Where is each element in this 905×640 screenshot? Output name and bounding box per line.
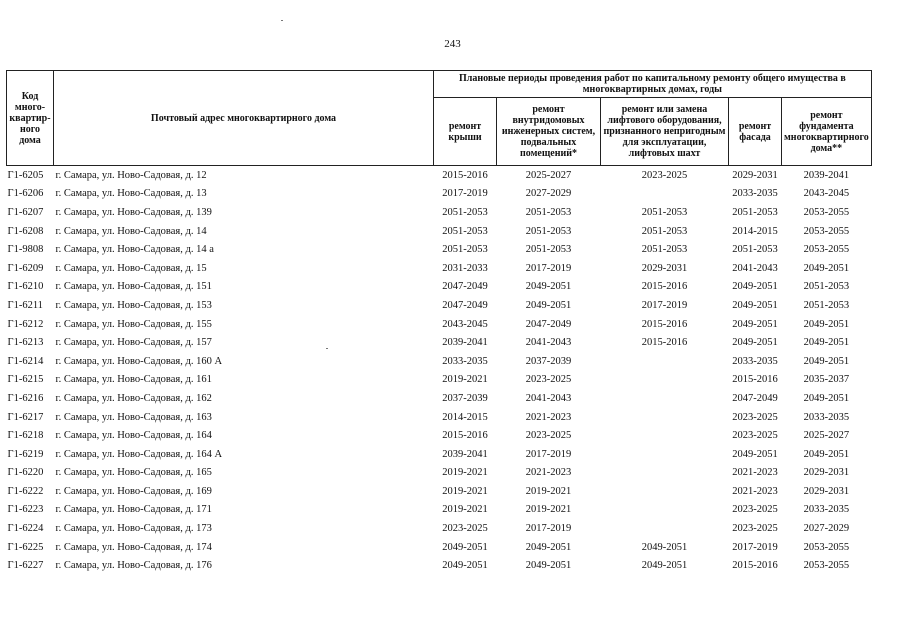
house-code-cell: Г1-6212 <box>7 318 44 330</box>
address-cell: г. Самара, ул. Ново-Садовая, д. 155 <box>55 318 212 330</box>
roof-period-cell: 2039-2041 <box>442 337 488 349</box>
roof-period-cell: 2037-2039 <box>442 392 488 404</box>
lift-period-cell: 2023-2025 <box>641 169 688 181</box>
lift-period-cell: 2049-2051 <box>641 541 688 553</box>
roof-period-cell: 2014-2015 <box>442 411 488 423</box>
facade-period-cell: 2049-2051 <box>732 337 778 349</box>
roof-period-cell: 2043-2045 <box>442 318 488 330</box>
roof-period-cell: 2051-2053 <box>442 206 488 218</box>
systems-period-cell: 2017-2019 <box>525 523 572 535</box>
facade-period-cell: 2017-2019 <box>732 541 778 553</box>
house-code-cell: Г1-6224 <box>7 523 44 535</box>
foundation-period-cell: 2051-2053 <box>803 281 850 293</box>
lift-period-cell <box>601 352 729 371</box>
foundation-period-cell: 2033-2035 <box>803 411 850 423</box>
house-code-cell: Г1-6207 <box>7 206 44 218</box>
facade-period-cell: 2047-2049 <box>732 392 778 404</box>
table-row <box>7 203 872 222</box>
header-code: Код много-квартир-ного дома <box>7 71 54 166</box>
house-code-cell: Г1-6218 <box>7 430 44 442</box>
facade-period-cell: 2023-2025 <box>732 430 778 442</box>
table-row <box>7 389 872 408</box>
page-number: 243 <box>444 38 461 50</box>
roof-period-cell: 2051-2053 <box>442 244 488 256</box>
address-cell: г. Самара, ул. Ново-Садовая, д. 14 а <box>55 244 214 256</box>
roof-period-cell: 2047-2049 <box>442 281 488 293</box>
house-code-cell: Г1-6220 <box>7 467 44 479</box>
table-row <box>7 259 872 278</box>
table-row <box>7 333 872 352</box>
facade-period-cell: 2041-2043 <box>732 262 778 274</box>
systems-period-cell: 2049-2051 <box>525 281 572 293</box>
table-row <box>7 352 872 371</box>
address-cell: г. Самара, ул. Ново-Садовая, д. 157 <box>55 337 212 349</box>
systems-period-cell: 2021-2023 <box>525 467 572 479</box>
house-code-cell: Г1-6215 <box>7 374 44 386</box>
table-row <box>7 185 872 204</box>
roof-period-cell: 2049-2051 <box>442 541 488 553</box>
house-code-cell: Г1-6208 <box>7 225 44 237</box>
lift-period-cell: 2029-2031 <box>641 262 688 274</box>
facade-period-cell: 2033-2035 <box>732 355 778 367</box>
foundation-period-cell: 2025-2027 <box>803 430 850 442</box>
header-facade-repair: ремонт фасада <box>729 98 782 166</box>
address-cell: г. Самара, ул. Ново-Садовая, д. 161 <box>55 374 212 386</box>
roof-period-cell: 2033-2035 <box>442 355 488 367</box>
house-code-cell: Г1-6211 <box>7 299 43 311</box>
foundation-period-cell: 2033-2035 <box>803 504 850 516</box>
foundation-period-cell: 2039-2041 <box>803 169 850 181</box>
facade-period-cell: 2029-2031 <box>732 169 778 181</box>
address-cell: г. Самара, ул. Ново-Садовая, д. 171 <box>55 504 212 516</box>
roof-period-cell: 2023-2025 <box>442 523 488 535</box>
facade-period-cell: 2023-2025 <box>732 411 778 423</box>
roof-period-cell: 2019-2021 <box>442 485 488 497</box>
table-row <box>7 240 872 259</box>
address-cell: г. Самара, ул. Ново-Садовая, д. 176 <box>55 560 212 572</box>
systems-period-cell: 2041-2043 <box>525 337 572 349</box>
roof-period-cell: 2019-2021 <box>442 374 488 386</box>
roof-period-cell: 2015-2016 <box>442 169 488 181</box>
roof-period-cell: 2031-2033 <box>442 262 488 274</box>
address-cell: г. Самара, ул. Ново-Садовая, д. 139 <box>55 206 212 218</box>
table-row <box>7 556 872 575</box>
header-planned-periods: Плановые периоды проведения работ по капитальному ремонту общего имущества в многоквартирных домах, годы <box>434 71 872 98</box>
address-cell: г. Самара, ул. Ново-Садовая, д. 173 <box>55 523 212 535</box>
table-row <box>7 482 872 501</box>
roof-period-cell: 2015-2016 <box>442 430 488 442</box>
systems-period-cell: 2019-2021 <box>525 504 572 516</box>
foundation-period-cell: 2049-2051 <box>803 262 850 274</box>
house-code-cell: Г1-9808 <box>7 244 44 256</box>
house-code-cell: Г1-6205 <box>7 169 44 181</box>
facade-period-cell: 2049-2051 <box>732 281 778 293</box>
address-cell: г. Самара, ул. Ново-Садовая, д. 151 <box>55 281 212 293</box>
address-cell: г. Самара, ул. Ново-Садовая, д. 13 <box>55 188 207 200</box>
house-code-cell: Г1-6219 <box>7 448 44 460</box>
lift-period-cell <box>601 371 729 390</box>
table-body <box>7 166 872 576</box>
lift-period-cell: 2017-2019 <box>641 299 688 311</box>
foundation-period-cell: 2035-2037 <box>803 374 850 386</box>
roof-period-cell: 2019-2021 <box>442 504 488 516</box>
systems-period-cell: 2023-2025 <box>525 374 572 386</box>
systems-period-cell: 2049-2051 <box>525 299 572 311</box>
foundation-period-cell: 2053-2055 <box>803 225 850 237</box>
table-row <box>7 371 872 390</box>
capital-repair-schedule-table <box>6 70 872 575</box>
table-row <box>7 538 872 557</box>
address-cell: г. Самара, ул. Ново-Садовая, д. 164 А <box>55 448 223 460</box>
foundation-period-cell: 2043-2045 <box>803 188 850 200</box>
house-code-cell: Г1-6210 <box>7 281 44 293</box>
facade-period-cell: 2051-2053 <box>732 206 778 218</box>
lift-period-cell: 2051-2053 <box>641 244 688 256</box>
lift-period-cell <box>601 426 729 445</box>
table-row <box>7 408 872 427</box>
address-cell: г. Самара, ул. Ново-Садовая, д. 163 <box>55 411 212 423</box>
systems-period-cell: 2051-2053 <box>525 225 572 237</box>
facade-period-cell: 2049-2051 <box>732 318 778 330</box>
foundation-period-cell: 2027-2029 <box>803 523 850 535</box>
foundation-period-cell: 2053-2055 <box>803 244 850 256</box>
table-row <box>7 315 872 334</box>
table-row <box>7 296 872 315</box>
table-row <box>7 166 872 185</box>
facade-period-cell: 2015-2016 <box>732 560 778 572</box>
table-row <box>7 445 872 464</box>
table-row <box>7 501 872 520</box>
header-lift-repair: ремонт или замена лифтового оборудования, признанного непригодным для эксплуатации, лифтовых шахт <box>601 98 729 166</box>
foundation-period-cell: 2049-2051 <box>803 337 850 349</box>
facade-period-cell: 2023-2025 <box>732 504 778 516</box>
header-roof-repair: ремонт крыши <box>434 98 497 166</box>
lift-period-cell <box>601 482 729 501</box>
roof-period-cell: 2051-2053 <box>442 225 488 237</box>
roof-period-cell: 2039-2041 <box>442 448 488 460</box>
systems-period-cell: 2027-2029 <box>525 188 572 200</box>
lift-period-cell <box>601 408 729 427</box>
house-code-cell: Г1-6223 <box>7 504 44 516</box>
table-row <box>7 426 872 445</box>
facade-period-cell: 2015-2016 <box>732 374 778 386</box>
house-code-cell: Г1-6214 <box>7 355 44 367</box>
systems-period-cell: 2049-2051 <box>525 560 572 572</box>
foundation-period-cell: 2053-2055 <box>803 541 850 553</box>
systems-period-cell: 2049-2051 <box>525 541 572 553</box>
systems-period-cell: 2051-2053 <box>525 244 572 256</box>
lift-period-cell <box>601 519 729 538</box>
facade-period-cell: 2023-2025 <box>732 523 778 535</box>
roof-period-cell: 2049-2051 <box>442 560 488 572</box>
table-row <box>7 222 872 241</box>
roof-period-cell: 2017-2019 <box>442 188 488 200</box>
address-cell: г. Самара, ул. Ново-Садовая, д. 169 <box>55 485 212 497</box>
systems-period-cell: 2051-2053 <box>525 206 572 218</box>
house-code-cell: Г1-6222 <box>7 485 44 497</box>
facade-period-cell: 2033-2035 <box>732 188 778 200</box>
foundation-period-cell: 2049-2051 <box>803 448 850 460</box>
table-header <box>7 71 872 166</box>
address-cell: г. Самара, ул. Ново-Садовая, д. 174 <box>55 541 212 553</box>
foundation-period-cell: 2051-2053 <box>803 299 850 311</box>
foundation-period-cell: 2049-2051 <box>803 318 850 330</box>
lift-period-cell: 2051-2053 <box>641 206 688 218</box>
lift-period-cell <box>601 501 729 520</box>
foundation-period-cell: 2053-2055 <box>803 206 850 218</box>
address-cell: г. Самара, ул. Ново-Садовая, д. 164 <box>55 430 212 442</box>
foundation-period-cell: 2049-2051 <box>803 392 850 404</box>
systems-period-cell: 2019-2021 <box>525 485 572 497</box>
house-code-cell: Г1-6216 <box>7 392 44 404</box>
foundation-period-cell: 2029-2031 <box>803 485 850 497</box>
address-cell: г. Самара, ул. Ново-Садовая, д. 12 <box>55 169 207 181</box>
address-cell: г. Самара, ул. Ново-Садовая, д. 14 <box>55 225 207 237</box>
address-cell: г. Самара, ул. Ново-Садовая, д. 162 <box>55 392 212 404</box>
roof-period-cell: 2019-2021 <box>442 467 488 479</box>
lift-period-cell: 2015-2016 <box>641 337 688 349</box>
house-code-cell: Г1-6213 <box>7 337 44 349</box>
roof-period-cell: 2047-2049 <box>442 299 488 311</box>
header-address: Почтовый адрес многоквартирного дома <box>54 71 434 166</box>
table-row <box>7 519 872 538</box>
foundation-period-cell: 2053-2055 <box>803 560 850 572</box>
facade-period-cell: 2049-2051 <box>732 299 778 311</box>
scan-speck <box>281 20 283 21</box>
systems-period-cell: 2025-2027 <box>525 169 572 181</box>
facade-period-cell: 2051-2053 <box>732 244 778 256</box>
house-code-cell: Г1-6225 <box>7 541 44 553</box>
lift-period-cell: 2051-2053 <box>641 225 688 237</box>
house-code-cell: Г1-6227 <box>7 560 44 572</box>
lift-period-cell <box>601 185 729 204</box>
facade-period-cell: 2014-2015 <box>732 225 778 237</box>
systems-period-cell: 2037-2039 <box>525 355 572 367</box>
house-code-cell: Г1-6217 <box>7 411 44 423</box>
facade-period-cell: 2021-2023 <box>732 467 778 479</box>
systems-period-cell: 2041-2043 <box>525 392 572 404</box>
house-code-cell: Г1-6206 <box>7 188 44 200</box>
address-cell: г. Самара, ул. Ново-Садовая, д. 153 <box>55 299 212 311</box>
foundation-period-cell: 2029-2031 <box>803 467 850 479</box>
systems-period-cell: 2017-2019 <box>525 448 572 460</box>
lift-period-cell: 2049-2051 <box>641 560 688 572</box>
systems-period-cell: 2021-2023 <box>525 411 572 423</box>
address-cell: г. Самара, ул. Ново-Садовая, д. 160 А <box>55 355 223 367</box>
systems-period-cell: 2017-2019 <box>525 262 572 274</box>
address-cell: г. Самара, ул. Ново-Садовая, д. 15 <box>55 262 207 274</box>
lift-period-cell: 2015-2016 <box>641 318 688 330</box>
lift-period-cell: 2015-2016 <box>641 281 688 293</box>
lift-period-cell <box>601 389 729 408</box>
house-code-cell: Г1-6209 <box>7 262 44 274</box>
systems-period-cell: 2023-2025 <box>525 430 572 442</box>
systems-period-cell: 2047-2049 <box>525 318 572 330</box>
header-foundation-repair: ремонт фундамента многоквартирного дома** <box>782 98 872 166</box>
facade-period-cell: 2021-2023 <box>732 485 778 497</box>
facade-period-cell: 2049-2051 <box>732 448 778 460</box>
address-cell: г. Самара, ул. Ново-Садовая, д. 165 <box>55 467 212 479</box>
lift-period-cell <box>601 464 729 483</box>
table-row <box>7 278 872 297</box>
header-engineering-systems-repair: ремонт внутридомовых инженерных систем, подвальных помещений* <box>497 98 601 166</box>
table-row <box>7 464 872 483</box>
foundation-period-cell: 2049-2051 <box>803 355 850 367</box>
lift-period-cell <box>601 445 729 464</box>
